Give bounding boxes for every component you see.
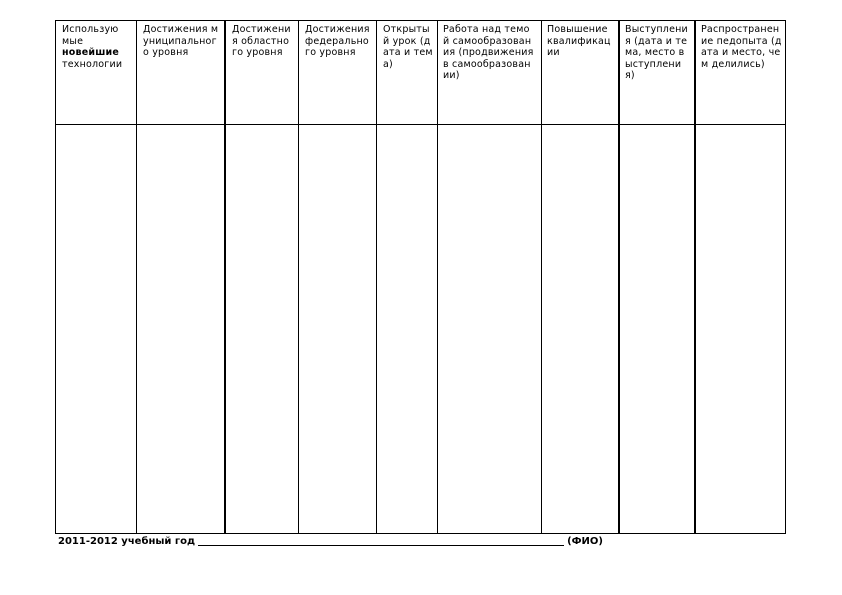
column-divider (224, 21, 226, 533)
header-row-divider (56, 124, 785, 125)
header-cell-speeches: Выступления (дата и тема, место выступления) (625, 24, 688, 82)
header-cell-regional: Достижения областного уровня (232, 24, 291, 59)
header-cell-open-lesson: Открытый урок (дата и тема) (383, 24, 433, 70)
fio-label: (ФИО) (567, 536, 603, 547)
column-divider (618, 21, 620, 533)
school-year-label: 2011-2012 учебный год (58, 536, 196, 547)
column-divider (541, 21, 542, 533)
footer-line (58, 535, 603, 548)
header-cell-self-education: Работа над темой самообразования (продвижения в самообразовании) (443, 24, 534, 82)
column-divider (694, 21, 696, 533)
header-cell-technologies: Использую мые новейшие технологии (62, 24, 123, 70)
column-divider (136, 21, 137, 533)
header-cell-federal: Достижения федерального уровня (305, 24, 370, 59)
header-cell-municipal: Достижения муниципального уровня (143, 24, 219, 59)
report-table (55, 20, 786, 534)
column-divider (437, 21, 438, 533)
column-divider (376, 21, 377, 533)
column-divider (298, 21, 299, 533)
header-cell-qualification: Повышение квалификации (547, 24, 611, 59)
header-cell-experience: Распространение педопыта (дата и место, чем делились) (701, 24, 782, 70)
name-blank-line (198, 535, 564, 546)
